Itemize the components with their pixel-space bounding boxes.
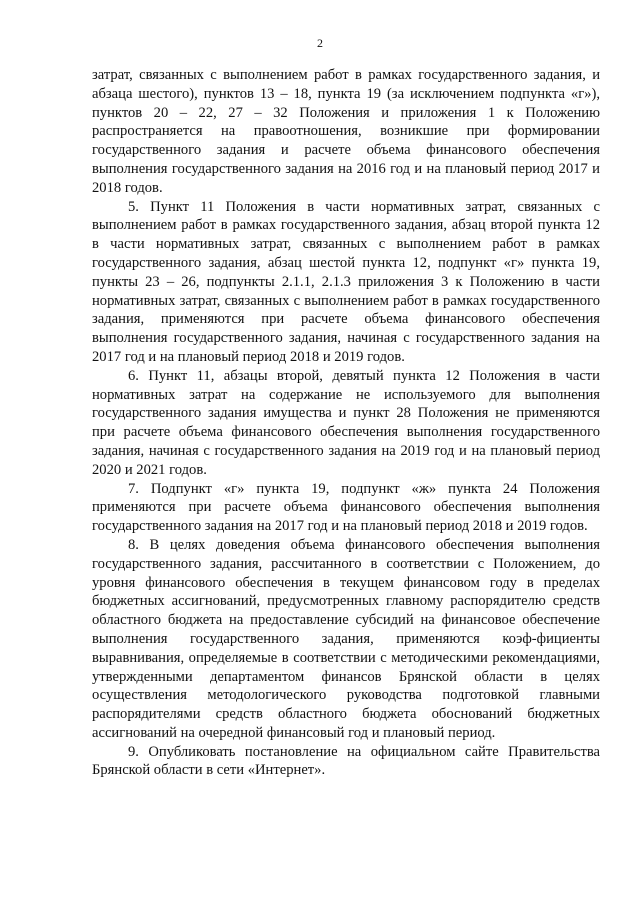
paragraph-item-5: 5. Пункт 11 Положения в части нормативных затрат, связанных с выполнением работ в рамках государственного задания, абзац второй пункта 12 в части нормативных затрат, связанных с выполнением работ в рамках государственного задания, абзац шестой пункта 12, подпункт «г» пункта 19, пункты 23 – 26, подпункты 2.1.1, 2.1.3 приложения 3 к Положению в части нормативных затрат, связанных с выполнением работ в рамках государственного задания, применяются при расчете объема финансового обеспечения выполнения государственного задания, начиная с государственного задания на 2017 год и на плановый период 2018 и 2019 годов.: [92, 198, 600, 365]
page-number: 2: [317, 36, 323, 50]
paragraph-item-6: 6. Пункт 11, абзацы второй, девятый пункта 12 Положения в части нормативных затрат на содержание не используемого для выполнения государственного задания имущества и пункт 28 Положения не применяются при расчете объема финансового обеспечения выполнения государственного задания, начиная с государственного задания на 2019 год и на плановый период 2020 и 2021 годов.: [92, 367, 600, 478]
paragraph-item-7: 7. Подпункт «г» пункта 19, подпункт «ж» пункта 24 Положения применяются при расчете объема финансового обеспечения выполнения государственного задания на 2017 год и на плановый период 2018 и 2019 годов.: [92, 480, 600, 535]
paragraph-item-8: 8. В целях доведения объема финансового обеспечения выполнения государственного задания, рассчитанного в соответствии с Положением, до уровня финансового обеспечения в текущем финансовом году в пределах бюджетных ассигнований, предусмотренных главному распорядителю средств областного бюджета на предоставление субсидий на финансовое обеспечение выполнения государственного задания, применяются коэф-фициенты выравнивания, определяемые в соответствии с методическими рекомендациями, утвержденными департаментом финансов Брянской области в целях осуществления методологического руководства подготовкой главными распорядителями средств областного бюджета обоснований бюджетных ассигнований на очередной финансовый год и плановый период.: [92, 536, 600, 741]
paragraph-continuation: затрат, связанных с выполнением работ в рамках государственного задания, и абзаца шестого), пунктов 13 – 18, пункта 19 (за исключением подпункта «г»), пунктов 20 – 22, 27 – 32 Положения и приложения 1 к Положению распространяется на правоотношения, возникшие при формировании государственного задания и расчете объема финансового обеспечения выполнения государственного задания на 2016 год и на плановый период 2017 и 2018 годов.: [92, 67, 600, 196]
document-body: [92, 66, 600, 780]
paragraph-item-9: 9. Опубликовать постановление на официальном сайте Правительства Брянской области в сети «Интернет».: [92, 743, 600, 779]
